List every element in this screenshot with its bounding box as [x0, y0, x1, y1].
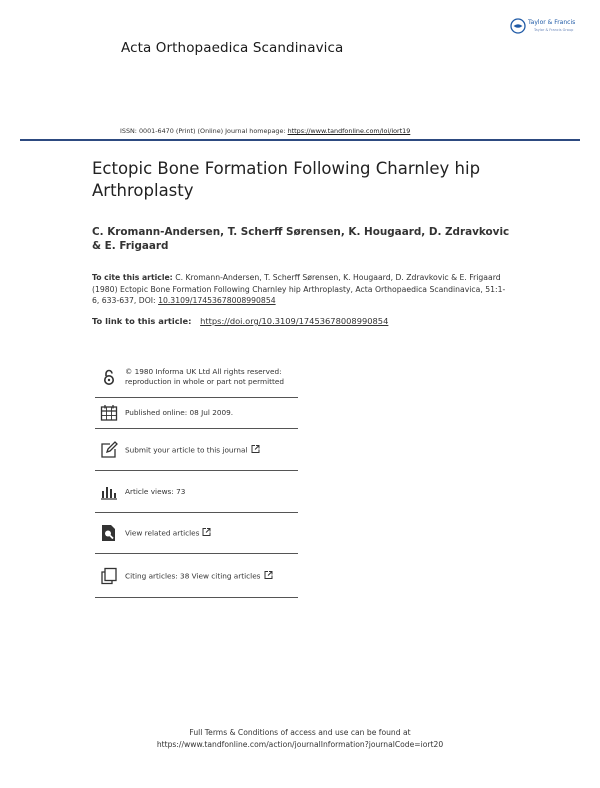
link-label: To link to this article:	[92, 316, 192, 326]
footer-line-1: Full Terms & Conditions of access and use can be found at	[189, 728, 411, 737]
taylor-francis-logo-icon	[510, 18, 526, 34]
copyright-text: © 1980 Informa UK Ltd All rights reserved: reproduction in whole or part not permitted	[125, 366, 285, 386]
external-link-icon	[251, 444, 260, 453]
citing-articles-text: Citing articles: 38 View citing articles	[125, 571, 261, 580]
header-divider	[20, 139, 580, 141]
related-articles-text: View related articles	[125, 528, 200, 538]
copyright-item	[95, 356, 298, 398]
logo-subtext: Taylor & Francis Group	[534, 28, 574, 32]
issn-text: ISSN: 0001-6470 (Print) (Online) Journal homepage:	[120, 127, 286, 135]
article-views-item	[95, 471, 298, 513]
issn-line	[120, 127, 410, 135]
related-articles-link[interactable]	[125, 528, 300, 539]
publisher-logo[interactable]	[510, 16, 582, 40]
footer-terms-link[interactable]: https://www.tandfonline.com/action/journalInformation?journalCode=iort20	[156, 739, 444, 749]
citation-text: C. Kromann-Andersen, T. Scherff Sørensen, K. Hougaard, D. Zdravkovic & E. Frigaard (1980) Ectopic Bone Formation Following Charnley hip Arthroplasty, Acta Orthopaedica Scandinavica, 51:1-6, 633-637, DOI:	[92, 273, 506, 305]
footer-terms	[100, 727, 500, 750]
edit-icon	[100, 441, 118, 459]
journal-name: Acta Orthopaedica Scandinavica	[121, 40, 344, 56]
submit-article-link[interactable]	[125, 444, 300, 455]
external-link-icon	[264, 570, 273, 579]
published-text: Published online: 08 Jul 2009.	[125, 408, 234, 417]
article-link-line	[92, 316, 388, 326]
citation-block	[92, 272, 512, 307]
article-authors: C. Kromann-Andersen, T. Scherff Sørensen, K. Hougaard, D. Zdravkovic & E. Frigaard	[92, 226, 510, 252]
published-item	[95, 398, 298, 429]
calendar-icon	[100, 404, 118, 422]
journal-homepage-link[interactable]: https://www.tandfonline.com/loi/iort19	[287, 127, 411, 135]
article-views-text: Article views: 73	[125, 486, 186, 496]
article-doi-url[interactable]: https://doi.org/10.3109/17453678008990854	[200, 316, 389, 326]
citing-articles-item[interactable]	[95, 554, 298, 598]
related-articles-item[interactable]	[95, 513, 298, 554]
bar-chart-icon	[100, 483, 118, 501]
search-doc-icon	[100, 524, 118, 542]
doi-link[interactable]: 10.3109/17453678008990854	[158, 296, 276, 305]
citing-articles-icon	[100, 567, 118, 585]
logo-text: Taylor & Francis	[528, 19, 576, 26]
external-link-icon	[202, 528, 211, 537]
article-info-list	[95, 356, 298, 598]
open-access-icon	[100, 368, 118, 386]
citing-articles-link[interactable]	[125, 570, 300, 581]
citation-label: To cite this article:	[92, 273, 173, 282]
submit-article-text: Submit your article to this journal	[125, 445, 248, 454]
article-title: Ectopic Bone Formation Following Charnley hip Arthroplasty	[92, 159, 481, 200]
submit-article-item[interactable]	[95, 429, 298, 471]
